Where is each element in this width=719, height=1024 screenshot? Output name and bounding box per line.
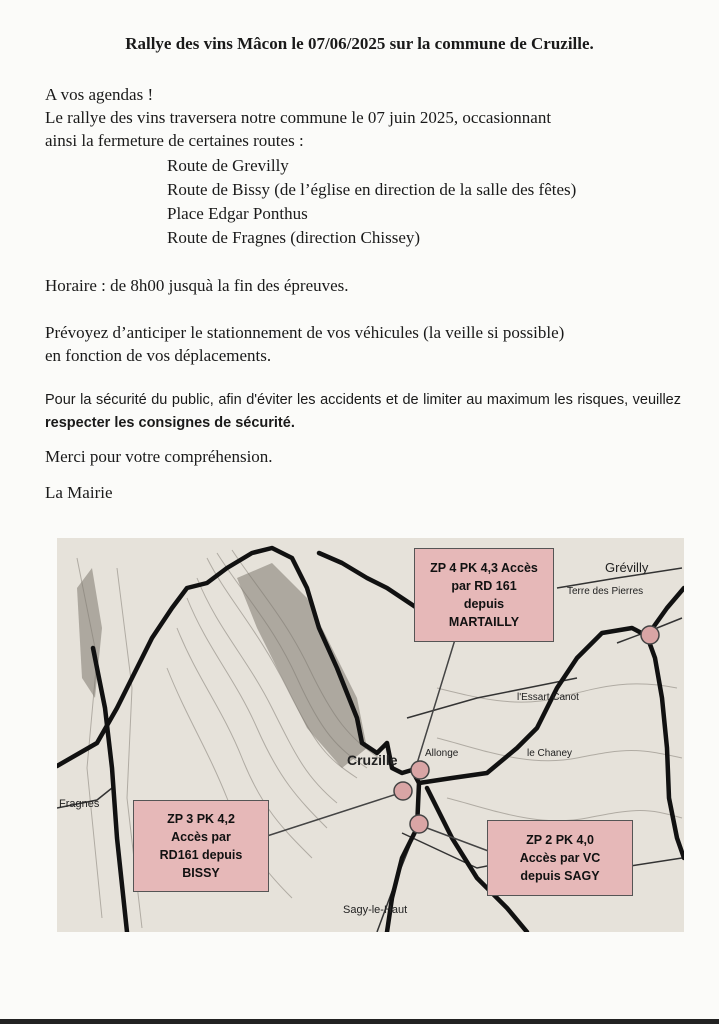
map-label-allonge: Allonge	[425, 748, 459, 759]
map-label-cruzille: Cruzille	[347, 752, 398, 768]
map-label-grevilly: Grévilly	[605, 560, 649, 575]
schedule-text: Horaire : de 8h00 jusquà la fin des épreuves.	[45, 276, 349, 295]
signature: La Mairie	[45, 483, 113, 502]
parking-advice-line-2: en fonction de vos déplacements.	[45, 346, 272, 365]
page-bottom-edge	[0, 1019, 719, 1024]
parking-advice-line-1: Prévoyez d’anticiper le stationnement de vos véhicules (la veille si possible)	[45, 323, 565, 342]
announcement-line-2: ainsi la fermeture de certaines routes :	[45, 131, 304, 150]
callout-zp3-line-4: BISSY	[182, 866, 220, 880]
callout-zp4	[414, 548, 554, 642]
announcement-line-1: Le rallye des vins traversera notre commune le 07 juin 2025, occasionnant	[45, 108, 552, 127]
callout-zp2-line-2: Accès par VC	[519, 851, 601, 865]
callout-zp4-line-3: depuis	[463, 597, 505, 611]
callout-zp4-line-2: par RD 161	[451, 579, 517, 593]
rally-route-map	[57, 538, 684, 932]
closed-road-1: Route de Grevilly	[167, 156, 289, 175]
map-label-essart: l'Essart Canot	[517, 692, 579, 703]
page-title: Rallye des vins Mâcon le 07/06/2025 sur la commune de Cruzille.	[125, 34, 594, 53]
safety-notice-emphasis: respecter les consignes de sécurité.	[45, 415, 295, 431]
closed-road-2: Route de Bissy (de l’église en direction de la salle des fêtes)	[167, 180, 577, 199]
callout-zp2-line-3: depuis SAGY	[520, 869, 600, 883]
map-label-chaney: le Chaney	[527, 748, 573, 759]
callout-zp3-line-1: ZP 3 PK 4,2	[167, 812, 235, 826]
map-label-sagy: Sagy-le-Haut	[343, 904, 408, 916]
callout-zp4-line-4: MARTAILLY	[448, 615, 520, 629]
callout-zp2	[487, 820, 633, 896]
callout-zp3-line-3: RD161 depuis	[159, 848, 243, 862]
callout-zp3-line-2: Accès par	[171, 830, 231, 844]
map-label-fragnes: Fragnes	[59, 798, 100, 810]
closed-road-3: Place Edgar Ponthus	[167, 204, 308, 223]
callout-zp3	[133, 800, 269, 892]
map-label-terre: Terre des Pierres	[567, 586, 644, 597]
callout-zp2-line-1: ZP 2 PK 4,0	[526, 833, 594, 847]
callout-zp4-line-1: ZP 4 PK 4,3 Accès	[430, 561, 538, 575]
closed-road-4: Route de Fragnes (direction Chissey)	[167, 228, 421, 247]
safety-notice	[45, 389, 681, 435]
safety-notice-text: Pour la sécurité du public, afin d'éviter les accidents et de limiter au maximum les risques, veuillez	[45, 392, 681, 408]
intro-text: A vos agendas !	[45, 85, 154, 104]
thanks-text: Merci pour votre compréhension.	[45, 447, 273, 466]
